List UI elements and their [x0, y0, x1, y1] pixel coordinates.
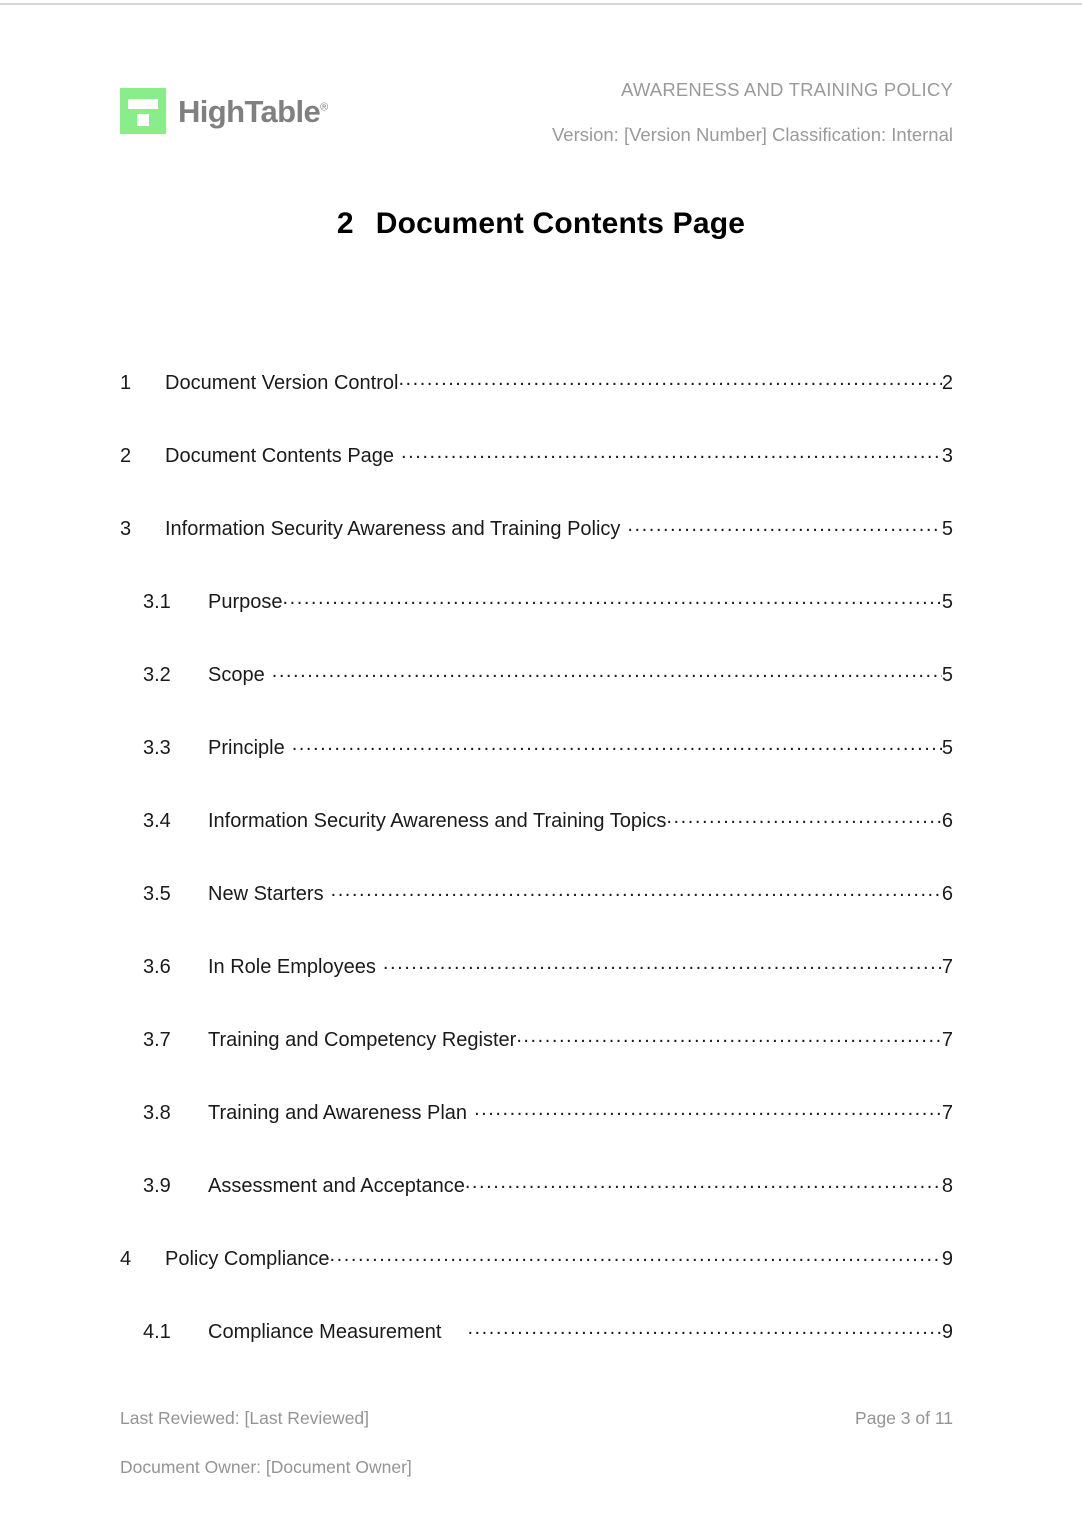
toc-entry-number: 1 [120, 372, 132, 394]
toc-entry[interactable] [120, 1172, 953, 1245]
brand-wordmark [178, 93, 328, 129]
toc-entry[interactable] [120, 369, 953, 442]
toc-entry-number: 3.9 [143, 1175, 171, 1197]
toc-entry-label: New Starters [208, 883, 324, 905]
toc-entry-label: Assessment and Acceptance [208, 1175, 465, 1197]
toc-entry-label: Scope [208, 664, 265, 686]
brand-wordmark-text: HighTable [178, 93, 321, 129]
toc-entry-number: 3.1 [143, 591, 171, 613]
toc-entry-label: Document Version Control [165, 372, 399, 394]
toc-entry-label: Information Security Awareness and Training Topics [208, 810, 667, 832]
page-title-number: 2 [336, 207, 354, 240]
footer-row-bottom [120, 1457, 953, 1478]
toc-entry-page-number: 6 [941, 810, 953, 832]
toc-entry-page-number: 5 [941, 664, 953, 686]
toc-entry-page-number: 7 [941, 1102, 953, 1124]
toc-entry[interactable] [120, 1245, 953, 1318]
toc-entry-number: 3.7 [143, 1029, 171, 1051]
document-header [120, 78, 953, 158]
toc-leader-dots [331, 880, 942, 900]
toc-entry-number: 3.6 [143, 956, 171, 978]
toc-entry-label: Information Security Awareness and Training Policy [165, 518, 621, 540]
toc-entry-label: Policy Compliance [165, 1248, 330, 1270]
logo-stem-shape [137, 114, 149, 126]
toc-leader-dots [330, 1245, 942, 1265]
toc-entry-number: 4 [120, 1248, 132, 1270]
toc-leader-dots [401, 442, 942, 462]
footer-row-top [120, 1408, 953, 1429]
page-title-text: Document Contents Page [375, 207, 746, 240]
toc-leader-dots [627, 515, 941, 535]
hightable-table-logo-icon [120, 88, 166, 134]
toc-entry-page-number: 8 [941, 1175, 953, 1197]
toc-entry-page-number: 2 [941, 372, 953, 394]
toc-entry-page-number: 7 [941, 1029, 953, 1051]
toc-entry[interactable] [120, 807, 953, 880]
toc-leader-dots [292, 734, 942, 754]
logo-bar-shape [128, 99, 158, 109]
header-policy-title: AWARENESS AND TRAINING POLICY [620, 79, 953, 100]
toc-entry[interactable] [120, 515, 953, 588]
toc-leader-dots [666, 807, 941, 827]
footer-page-indicator: Page 3 of 11 [855, 1408, 953, 1428]
toc-entry[interactable] [120, 588, 953, 661]
toc-entry[interactable] [120, 1318, 953, 1391]
toc-entry-label: Document Contents Page [165, 445, 395, 467]
toc-leader-dots [516, 1026, 942, 1046]
toc-entry-page-number: 5 [941, 737, 953, 759]
registered-trademark-icon: ® [320, 101, 328, 114]
page-top-rule [0, 3, 1082, 5]
toc-entry-label: Training and Awareness Plan [208, 1102, 468, 1124]
toc-leader-dots [272, 661, 942, 681]
toc-leader-dots [467, 1318, 941, 1338]
header-version-classification: Version: [Version Number] Classification: Internal [551, 123, 953, 145]
toc-entry-number: 3.3 [143, 737, 171, 759]
document-footer [120, 1408, 953, 1478]
toc-entry-number: 3.8 [143, 1102, 171, 1124]
toc-entry-page-number: 5 [941, 591, 953, 613]
header-meta [552, 78, 953, 148]
toc-entry-number: 2 [120, 445, 132, 467]
toc-entry[interactable] [120, 880, 953, 953]
toc-entry-page-number: 7 [941, 956, 953, 978]
toc-entry-label: Training and Competency Register [208, 1029, 517, 1051]
toc-entry[interactable] [120, 1099, 953, 1172]
table-of-contents [120, 369, 953, 1391]
page-title [0, 207, 1082, 241]
toc-entry-number: 3.5 [143, 883, 171, 905]
toc-entry-number: 3.2 [143, 664, 171, 686]
toc-leader-dots [465, 1172, 942, 1192]
toc-entry-number: 4.1 [143, 1321, 171, 1343]
toc-entry[interactable] [120, 953, 953, 1026]
toc-entry[interactable] [120, 734, 953, 807]
toc-entry-label: Principle [208, 737, 285, 759]
toc-entry[interactable] [120, 442, 953, 515]
footer-last-reviewed: Last Reviewed: [Last Reviewed] [120, 1408, 370, 1428]
toc-leader-dots [398, 369, 941, 389]
toc-entry-page-number: 5 [941, 518, 953, 540]
toc-leader-dots [283, 588, 942, 608]
toc-entry-label: In Role Employees [208, 956, 376, 978]
toc-entry-number: 3 [120, 518, 132, 540]
toc-entry-page-number: 3 [941, 445, 953, 467]
toc-entry-label: Compliance Measurement [208, 1321, 442, 1343]
toc-entry-page-number: 9 [941, 1248, 953, 1270]
toc-entry-page-number: 6 [941, 883, 953, 905]
toc-entry-page-number: 9 [941, 1321, 953, 1343]
toc-entry-number: 3.4 [143, 810, 171, 832]
toc-entry[interactable] [120, 1026, 953, 1099]
toc-leader-dots [474, 1099, 942, 1119]
toc-entry-label: Purpose [208, 591, 283, 613]
toc-entry[interactable] [120, 661, 953, 734]
footer-document-owner: Document Owner: [Document Owner] [120, 1457, 412, 1477]
brand-logo [120, 88, 328, 134]
toc-leader-dots [383, 953, 942, 973]
